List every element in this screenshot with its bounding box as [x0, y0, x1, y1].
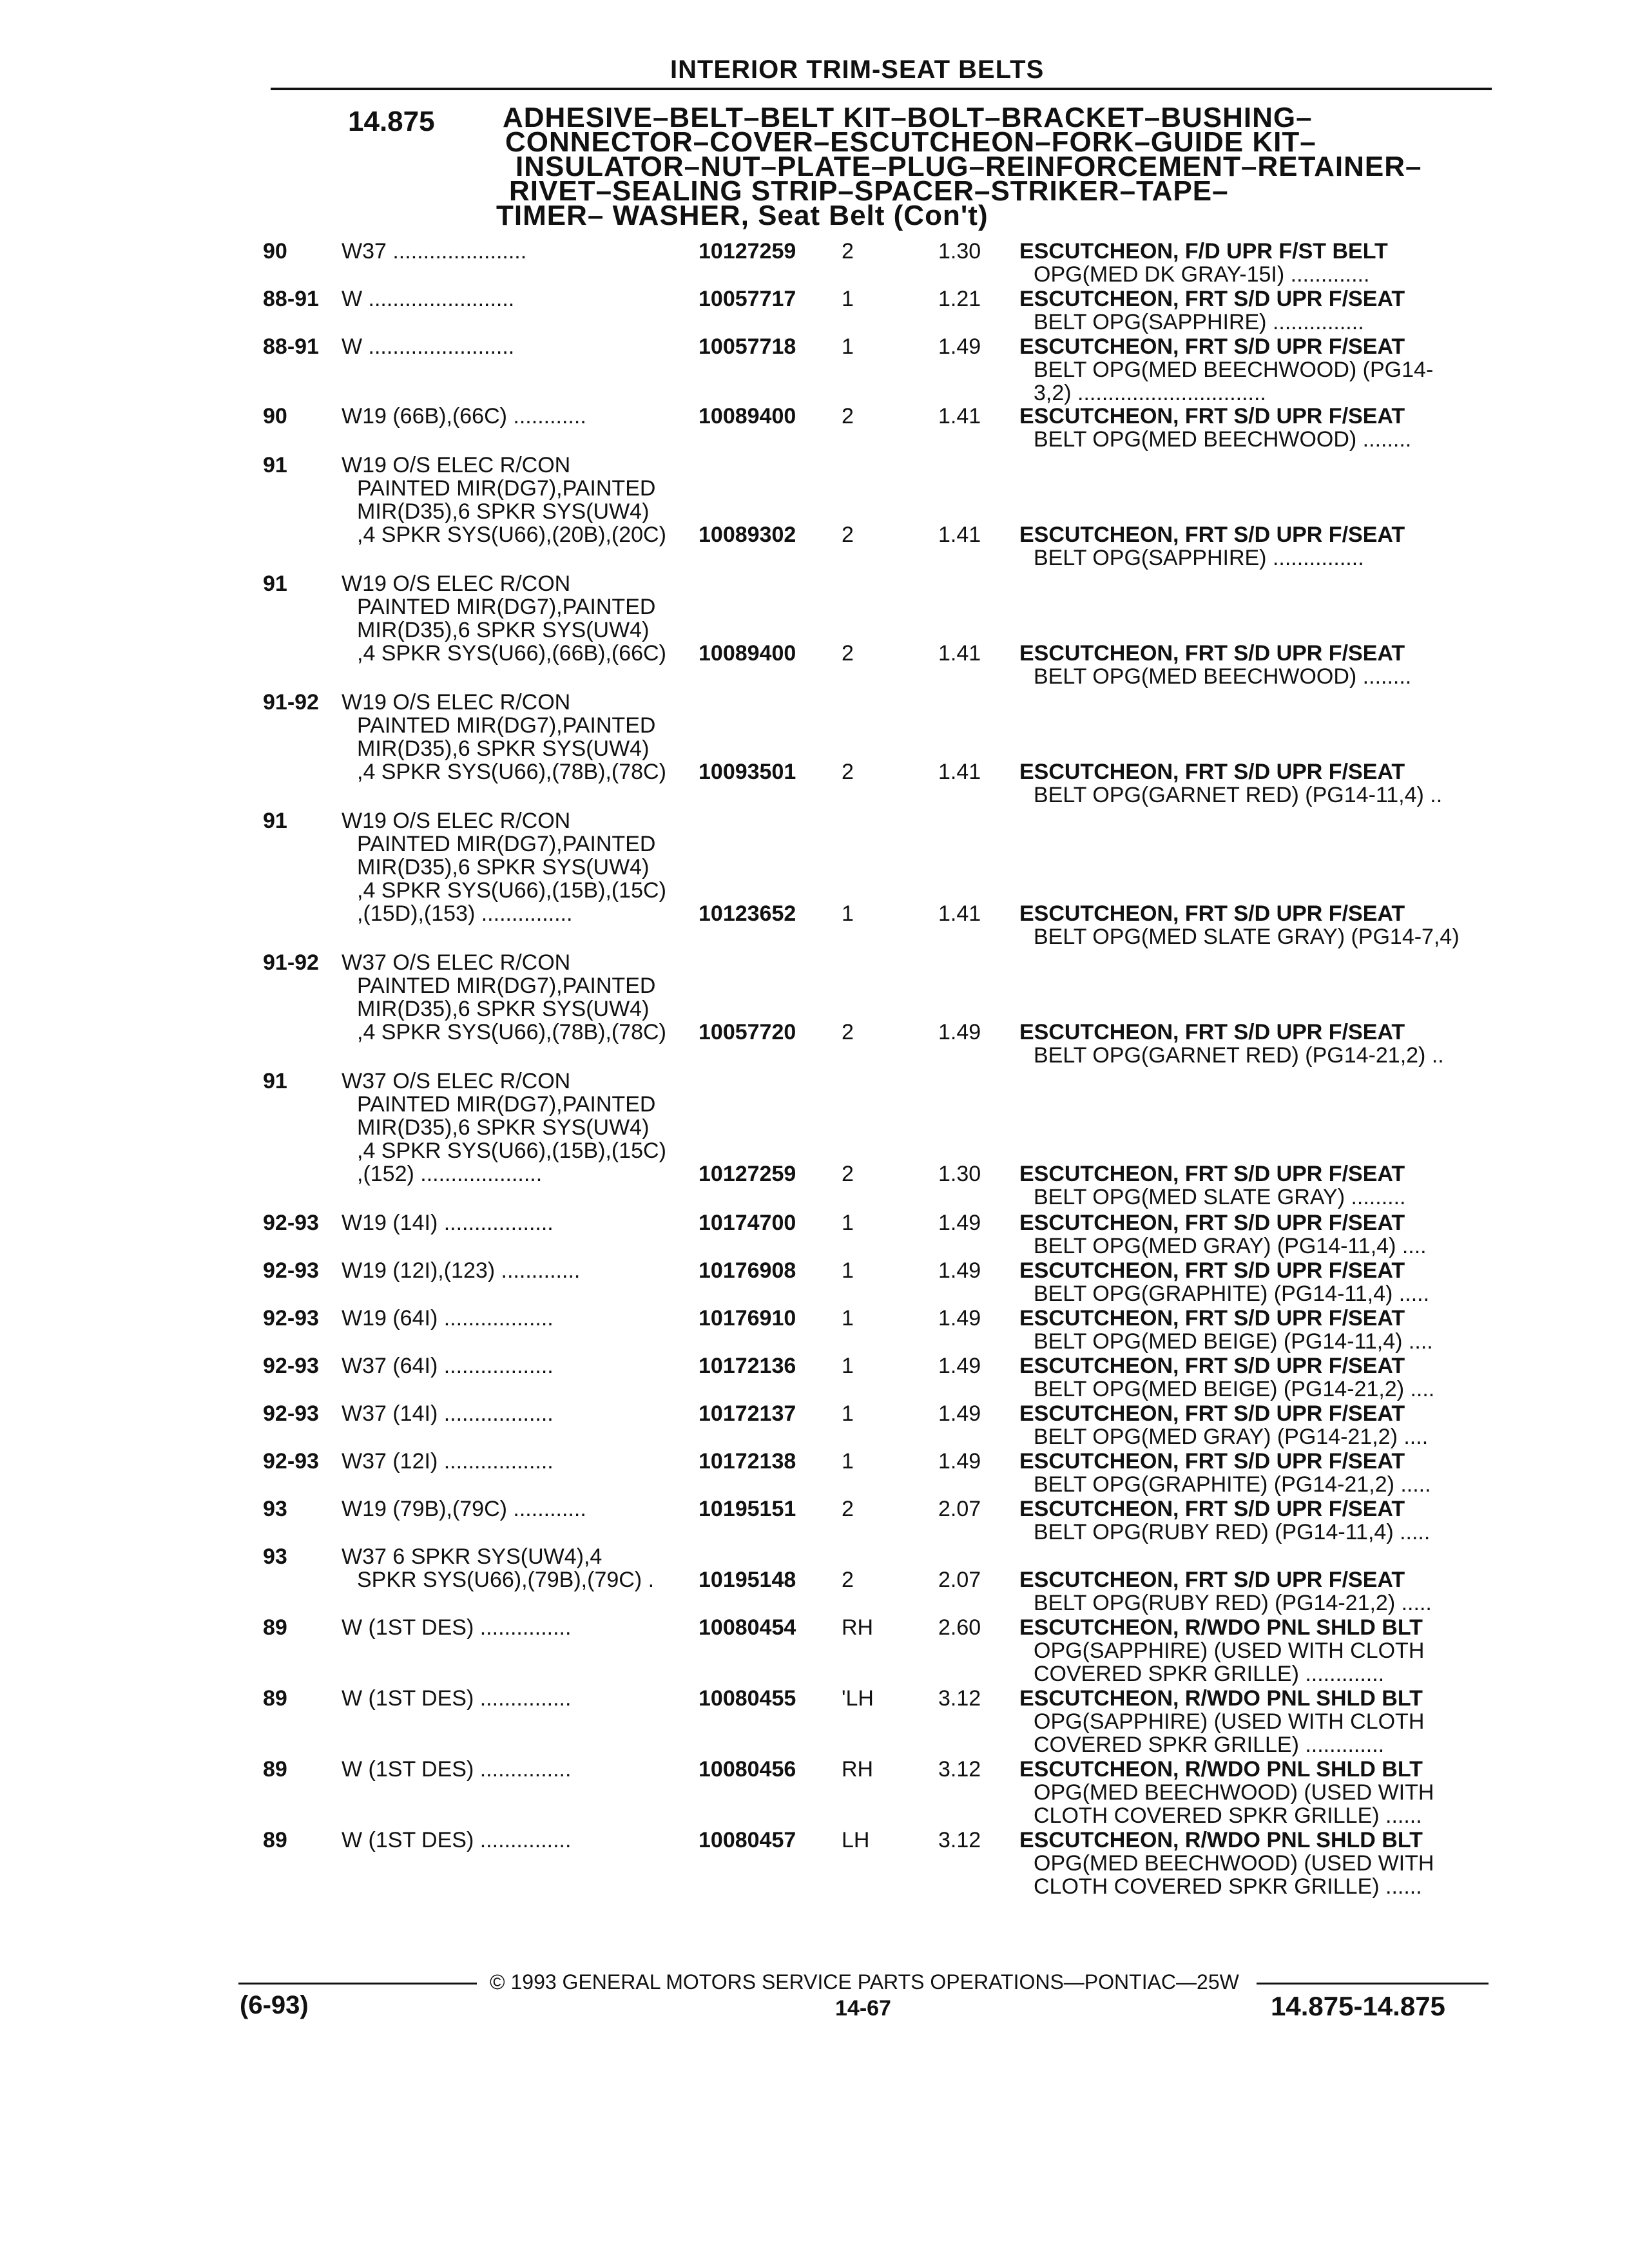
part-number: 10127259 [699, 1162, 796, 1186]
quantity: 1 [842, 901, 854, 926]
part-name-line: ESCUTCHEON, FRT S/D UPR F/SEAT [1019, 334, 1405, 359]
part-name [1019, 1307, 1433, 1353]
part-number: 10172138 [699, 1449, 796, 1474]
parts-row [0, 1829, 1629, 1951]
application-description [342, 1545, 689, 1591]
part-name-line: ESCUTCHEON, F/D UPR F/ST BELT [1019, 239, 1388, 264]
application-line: ,4 SPKR SYS(U66),(78B),(78C) [357, 760, 666, 784]
model-year: 88-91 [263, 287, 319, 311]
model-year: 91 [263, 572, 287, 596]
quantity: 2 [842, 1568, 854, 1592]
part-name-line: BELT OPG(MED BEECHWOOD) (PG14- [1034, 358, 1434, 382]
price: 3.12 [938, 1757, 981, 1782]
part-name-line: BELT OPG(SAPPHIRE) ............... [1034, 310, 1364, 334]
application-line: ,(15D),(153) ............... [357, 901, 573, 926]
quantity: 1 [842, 1401, 854, 1426]
application-line: W19 O/S ELEC R/CON [342, 809, 571, 832]
application-line: ,4 SPKR SYS(U66),(15B),(15C) [357, 878, 666, 903]
application-line: PAINTED MIR(DG7),PAINTED [357, 832, 656, 856]
part-name [1019, 1687, 1424, 1756]
part-name-line: BELT OPG(GRAPHITE) (PG14-21,2) ..... [1034, 1472, 1431, 1497]
application-line: W (1ST DES) ............... [342, 1616, 572, 1639]
application-line: W37 (14I) .................. [342, 1402, 554, 1425]
quantity: 2 [842, 1497, 854, 1521]
part-name-line: ESCUTCHEON, R/WDO PNL SHLD BLT [1019, 1615, 1423, 1640]
model-year: 92-93 [263, 1211, 319, 1235]
parts-row [0, 809, 1629, 949]
application-line: PAINTED MIR(DG7),PAINTED [357, 974, 656, 998]
footer-rule-right [1257, 1983, 1489, 1984]
quantity: 1 [842, 334, 854, 359]
application-description [342, 287, 689, 311]
model-year: 92-93 [263, 1401, 319, 1426]
application-line: ,4 SPKR SYS(U66),(78B),(78C) [357, 1020, 666, 1044]
part-name [1019, 760, 1442, 807]
price: 1.41 [938, 641, 981, 666]
application-description [342, 1687, 689, 1710]
part-name [1019, 523, 1405, 570]
part-name-line: 3,2) ............................... [1034, 381, 1266, 405]
application-description [342, 454, 689, 546]
quantity: 2 [842, 1020, 854, 1044]
application-line: W37 O/S ELEC R/CON [342, 951, 571, 974]
part-name [1019, 1162, 1406, 1209]
application-line: MIR(D35),6 SPKR SYS(UW4) [357, 1115, 650, 1140]
part-name-line: OPG(SAPPHIRE) (USED WITH CLOTH [1034, 1709, 1425, 1734]
part-number: 10080455 [699, 1686, 796, 1711]
part-name-line: ESCUTCHEON, FRT S/D UPR F/SEAT [1019, 1568, 1405, 1592]
model-year: 92-93 [263, 1258, 319, 1283]
model-year: 93 [263, 1544, 287, 1569]
application-line: SPKR SYS(U66),(79B),(79C) . [357, 1568, 655, 1592]
parts-row [0, 691, 1629, 813]
price: 2.60 [938, 1615, 981, 1640]
application-description [342, 1497, 689, 1521]
quantity: 2 [842, 239, 854, 264]
application-line: PAINTED MIR(DG7),PAINTED [357, 476, 656, 501]
part-name [1019, 240, 1388, 286]
part-name [1019, 1829, 1434, 1898]
part-number: 10176908 [699, 1258, 796, 1283]
application-description [342, 1259, 689, 1282]
part-name-line: BELT OPG(MED BEIGE) (PG14-11,4) .... [1034, 1329, 1433, 1354]
application-line: W19 (79B),(79C) ............ [342, 1497, 586, 1521]
application-line: W19 O/S ELEC R/CON [342, 691, 571, 714]
part-name [1019, 335, 1433, 405]
application-description [342, 240, 689, 263]
section-title-line: ADHESIVE–BELT–BELT KIT–BOLT–BRACKET–BUSHING– [503, 102, 1313, 133]
page-header-title: INTERIOR TRIM-SEAT BELTS [670, 55, 1045, 84]
part-name-line: ESCUTCHEON, FRT S/D UPR F/SEAT [1019, 1258, 1405, 1283]
price: 1.49 [938, 1258, 981, 1283]
parts-row [0, 1069, 1629, 1209]
part-name-line: ESCUTCHEON, FRT S/D UPR F/SEAT [1019, 1306, 1405, 1331]
application-line: W19 (14I) .................. [342, 1211, 554, 1235]
part-name-line: ESCUTCHEON, FRT S/D UPR F/SEAT [1019, 641, 1405, 666]
part-name-line: ESCUTCHEON, FRT S/D UPR F/SEAT [1019, 1354, 1405, 1378]
part-name-line: ESCUTCHEON, FRT S/D UPR F/SEAT [1019, 404, 1405, 428]
price: 1.30 [938, 239, 981, 264]
part-name-line: COVERED SPKR GRILLE) ............. [1034, 1733, 1385, 1757]
application-line: MIR(D35),6 SPKR SYS(UW4) [357, 997, 650, 1021]
footer-section-range: 14.875-14.875 [1271, 1991, 1445, 2021]
application-description [342, 1211, 689, 1235]
application-line: W37 O/S ELEC R/CON [342, 1070, 571, 1093]
application-line: W19 (64I) .................. [342, 1307, 554, 1330]
part-name [1019, 1497, 1430, 1544]
section-title-line: INSULATOR–NUT–PLATE–PLUG–REINFORCEMENT–RETAINER– [516, 151, 1422, 182]
part-name-line: ESCUTCHEON, FRT S/D UPR F/SEAT [1019, 901, 1405, 926]
application-line: ,(152) .................... [357, 1162, 543, 1186]
quantity: 1 [842, 1306, 854, 1331]
application-description [342, 1354, 689, 1378]
part-name [1019, 405, 1411, 451]
price: 1.49 [938, 1354, 981, 1378]
quantity: RH [842, 1615, 874, 1640]
part-name-line: BELT OPG(SAPPHIRE) ............... [1034, 546, 1364, 570]
part-name-line: ESCUTCHEON, FRT S/D UPR F/SEAT [1019, 1449, 1405, 1474]
part-name-line: ESCUTCHEON, FRT S/D UPR F/SEAT [1019, 1401, 1405, 1426]
part-name-line: OPG(MED BEECHWOOD) (USED WITH [1034, 1780, 1434, 1805]
footer-rule-left [238, 1983, 477, 1984]
part-name-line: BELT OPG(MED SLATE GRAY) ......... [1034, 1185, 1406, 1209]
part-name-line: BELT OPG(RUBY RED) (PG14-11,4) ..... [1034, 1520, 1431, 1544]
model-year: 91-92 [263, 950, 319, 975]
price: 1.49 [938, 334, 981, 359]
part-name-line: ESCUTCHEON, FRT S/D UPR F/SEAT [1019, 1020, 1405, 1044]
application-line: ,4 SPKR SYS(U66),(66B),(66C) [357, 641, 666, 666]
part-name [1019, 1402, 1428, 1448]
part-name-line: BELT OPG(MED BEECHWOOD) ........ [1034, 427, 1412, 452]
part-name-line: CLOTH COVERED SPKR GRILLE) ...... [1034, 1803, 1422, 1828]
part-name-line: ESCUTCHEON, R/WDO PNL SHLD BLT [1019, 1686, 1423, 1711]
price: 1.41 [938, 760, 981, 784]
price: 1.41 [938, 523, 981, 547]
part-number: 10123652 [699, 901, 796, 926]
part-name-line: ESCUTCHEON, FRT S/D UPR F/SEAT [1019, 523, 1405, 547]
application-line: W37 6 SPKR SYS(UW4),4 [342, 1545, 602, 1568]
application-line: W19 (12I),(123) ............. [342, 1259, 581, 1282]
model-year: 88-91 [263, 334, 319, 359]
quantity: 'LH [842, 1686, 874, 1711]
application-line: W37 (12I) .................. [342, 1450, 554, 1473]
application-line: W19 O/S ELEC R/CON [342, 572, 571, 595]
part-name-line: ESCUTCHEON, R/WDO PNL SHLD BLT [1019, 1828, 1423, 1852]
section-number: 14.875 [348, 106, 435, 137]
section-title-line: CONNECTOR–COVER–ESCUTCHEON–FORK–GUIDE KIT– [505, 126, 1316, 158]
application-line: W (1ST DES) ............... [342, 1758, 572, 1781]
part-number: 10057718 [699, 334, 796, 359]
price: 1.49 [938, 1449, 981, 1474]
model-year: 93 [263, 1497, 287, 1521]
part-name-line: ESCUTCHEON, FRT S/D UPR F/SEAT [1019, 287, 1405, 311]
application-line: W37 ...................... [342, 240, 527, 263]
part-name-line: OPG(MED DK GRAY-15I) ............. [1034, 262, 1370, 287]
price: 1.41 [938, 404, 981, 428]
part-name-line: OPG(MED BEECHWOOD) (USED WITH [1034, 1851, 1434, 1876]
application-line: W37 (64I) .................. [342, 1354, 554, 1378]
model-year: 89 [263, 1686, 287, 1711]
application-description [342, 335, 689, 358]
part-number: 10172136 [699, 1354, 796, 1378]
quantity: 2 [842, 760, 854, 784]
parts-row [0, 454, 1629, 576]
model-year: 92-93 [263, 1449, 319, 1474]
part-number: 10080456 [699, 1757, 796, 1782]
price: 2.07 [938, 1568, 981, 1592]
part-name-line: ESCUTCHEON, FRT S/D UPR F/SEAT [1019, 760, 1405, 784]
part-name-line: BELT OPG(MED BEIGE) (PG14-21,2) .... [1034, 1377, 1435, 1401]
price: 1.49 [938, 1306, 981, 1331]
model-year: 90 [263, 239, 287, 264]
application-line: PAINTED MIR(DG7),PAINTED [357, 595, 656, 619]
part-name-line: ESCUTCHEON, FRT S/D UPR F/SEAT [1019, 1497, 1405, 1521]
model-year: 91 [263, 453, 287, 477]
footer-date: (6-93) [240, 1991, 309, 2019]
part-number: 10057720 [699, 1020, 796, 1044]
part-number: 10195148 [699, 1568, 796, 1592]
price: 1.21 [938, 287, 981, 311]
part-name-line: BELT OPG(MED BEECHWOOD) ........ [1034, 664, 1412, 689]
quantity: LH [842, 1828, 870, 1852]
application-line: W (1ST DES) ............... [342, 1829, 572, 1852]
part-name [1019, 1616, 1424, 1686]
application-line: W ........................ [342, 335, 515, 358]
section-title [496, 102, 1422, 231]
application-line: ,4 SPKR SYS(U66),(20B),(20C) [357, 523, 666, 547]
application-line: W19 (66B),(66C) ............ [342, 405, 586, 428]
part-number: 10057717 [699, 287, 796, 311]
application-description [342, 1402, 689, 1425]
part-name [1019, 1568, 1432, 1615]
application-description [342, 691, 689, 783]
application-line: MIR(D35),6 SPKR SYS(UW4) [357, 736, 650, 761]
part-name-line: OPG(SAPPHIRE) (USED WITH CLOTH [1034, 1639, 1425, 1663]
header-rule [271, 88, 1492, 90]
part-name [1019, 1450, 1431, 1496]
part-name-line: BELT OPG(RUBY RED) (PG14-21,2) ..... [1034, 1591, 1432, 1615]
application-line: W ........................ [342, 287, 515, 311]
model-year: 89 [263, 1615, 287, 1640]
part-name [1019, 1354, 1434, 1401]
application-line: PAINTED MIR(DG7),PAINTED [357, 1092, 656, 1117]
quantity: 1 [842, 1211, 854, 1235]
part-name [1019, 1758, 1434, 1827]
quantity: 1 [842, 1258, 854, 1283]
application-description [342, 572, 689, 665]
parts-row [0, 951, 1629, 1073]
quantity: 1 [842, 287, 854, 311]
application-line: PAINTED MIR(DG7),PAINTED [357, 713, 656, 738]
price: 3.12 [938, 1686, 981, 1711]
quantity: 2 [842, 404, 854, 428]
quantity: 1 [842, 1449, 854, 1474]
footer-copyright: © 1993 GENERAL MOTORS SERVICE PARTS OPERATIONS—PONTIAC—25W [490, 1970, 1239, 1994]
model-year: 89 [263, 1828, 287, 1852]
model-year: 90 [263, 404, 287, 428]
part-number: 10195151 [699, 1497, 796, 1521]
application-description [342, 1070, 689, 1186]
part-name-line: CLOTH COVERED SPKR GRILLE) ...... [1034, 1874, 1422, 1899]
price: 1.49 [938, 1211, 981, 1235]
part-name [1019, 902, 1460, 948]
part-number: 10174700 [699, 1211, 796, 1235]
footer-page-number: 14-67 [835, 1996, 891, 2021]
application-description [342, 1450, 689, 1473]
part-name-line: BELT OPG(MED SLATE GRAY) (PG14-7,4) [1034, 925, 1460, 949]
part-name-line: BELT OPG(GARNET RED) (PG14-21,2) .. [1034, 1043, 1444, 1068]
quantity: 2 [842, 1162, 854, 1186]
part-name-line: ESCUTCHEON, R/WDO PNL SHLD BLT [1019, 1757, 1423, 1782]
quantity: RH [842, 1757, 874, 1782]
application-description [342, 951, 689, 1044]
price: 2.07 [938, 1497, 981, 1521]
model-year: 91 [263, 1069, 287, 1093]
part-name-line: BELT OPG(MED GRAY) (PG14-21,2) .... [1034, 1425, 1429, 1449]
application-line: W (1ST DES) ............... [342, 1687, 572, 1710]
part-number: 10093501 [699, 760, 796, 784]
model-year: 92-93 [263, 1354, 319, 1378]
application-line: MIR(D35),6 SPKR SYS(UW4) [357, 499, 650, 524]
model-year: 92-93 [263, 1306, 319, 1331]
part-number: 10089400 [699, 404, 796, 428]
application-line: ,4 SPKR SYS(U66),(15B),(15C) [357, 1139, 666, 1163]
part-name-line: BELT OPG(MED GRAY) (PG14-11,4) .... [1034, 1234, 1427, 1258]
part-number: 10127259 [699, 239, 796, 264]
part-number: 10080457 [699, 1828, 796, 1852]
part-name [1019, 1259, 1429, 1305]
application-description [342, 405, 689, 428]
section-title-line: RIVET–SEALING STRIP–SPACER–STRIKER–TAPE– [509, 175, 1229, 207]
model-year: 91-92 [263, 690, 319, 715]
price: 1.30 [938, 1162, 981, 1186]
application-description [342, 1616, 689, 1639]
part-number: 10080454 [699, 1615, 796, 1640]
price: 3.12 [938, 1828, 981, 1852]
part-name-line: COVERED SPKR GRILLE) ............. [1034, 1662, 1385, 1686]
quantity: 1 [842, 1354, 854, 1378]
part-name-line: BELT OPG(GARNET RED) (PG14-11,4) .. [1034, 783, 1443, 807]
part-name-line: BELT OPG(GRAPHITE) (PG14-11,4) ..... [1034, 1282, 1430, 1306]
part-name [1019, 1021, 1444, 1067]
price: 1.49 [938, 1401, 981, 1426]
part-number: 10172137 [699, 1401, 796, 1426]
part-name [1019, 287, 1405, 334]
application-description [342, 1307, 689, 1330]
application-line: MIR(D35),6 SPKR SYS(UW4) [357, 618, 650, 642]
application-description [342, 1829, 689, 1852]
part-name-line: ESCUTCHEON, FRT S/D UPR F/SEAT [1019, 1211, 1405, 1235]
part-number: 10176910 [699, 1306, 796, 1331]
parts-row [0, 572, 1629, 695]
section-title-line: TIMER– WASHER, Seat Belt (Con't) [496, 200, 988, 231]
application-line: MIR(D35),6 SPKR SYS(UW4) [357, 855, 650, 879]
part-name-line: ESCUTCHEON, FRT S/D UPR F/SEAT [1019, 1162, 1405, 1186]
part-number: 10089400 [699, 641, 796, 666]
price: 1.49 [938, 1020, 981, 1044]
part-name [1019, 1211, 1427, 1258]
part-number: 10089302 [699, 523, 796, 547]
quantity: 2 [842, 641, 854, 666]
price: 1.41 [938, 901, 981, 926]
application-line: W19 O/S ELEC R/CON [342, 454, 571, 477]
model-year: 89 [263, 1757, 287, 1782]
quantity: 2 [842, 523, 854, 547]
application-description [342, 809, 689, 925]
application-description [342, 1758, 689, 1781]
model-year: 91 [263, 809, 287, 833]
part-name [1019, 642, 1411, 688]
